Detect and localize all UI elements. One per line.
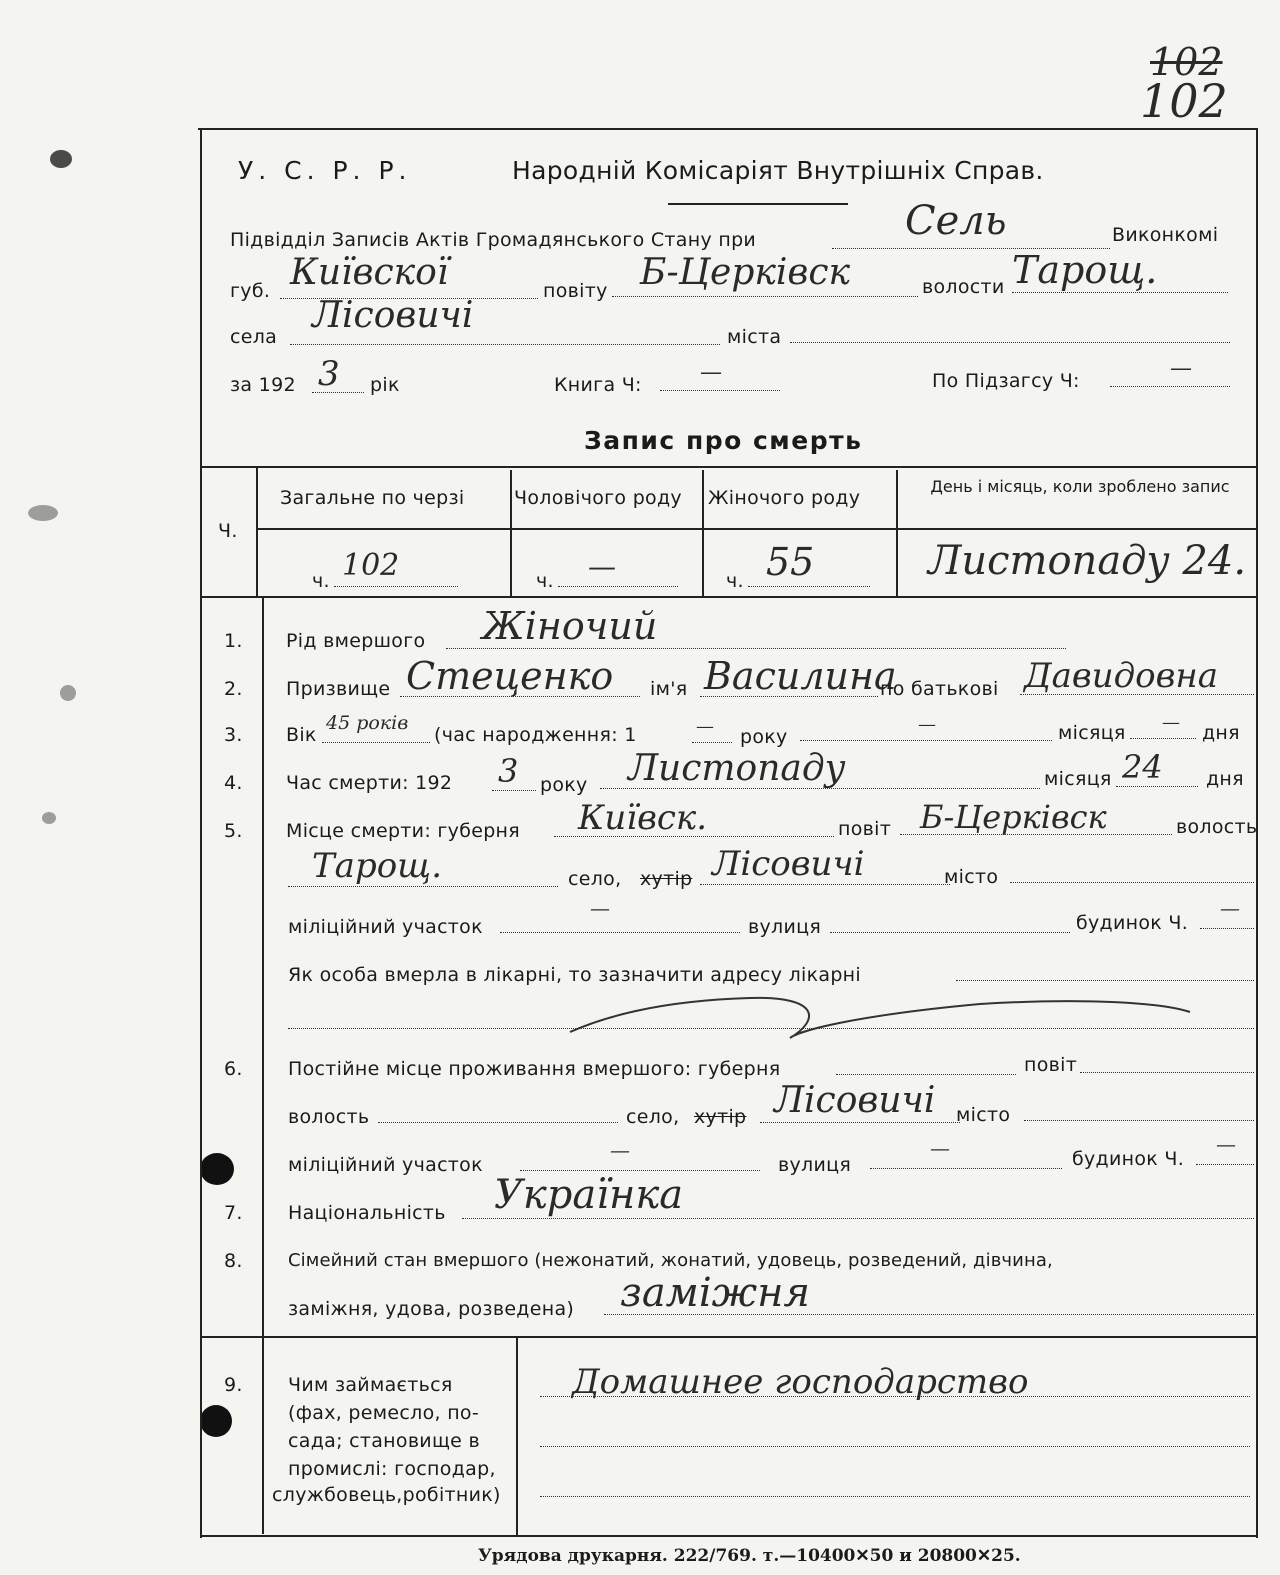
female-value: 55 (766, 540, 815, 584)
ink-speck (60, 685, 76, 701)
death-time-label: Час смерти: 192 (286, 772, 453, 794)
militia-label: міліційний участок (288, 916, 483, 938)
death-povit-label: повіт (838, 818, 892, 840)
povit-value: Б-Церківск (640, 252, 850, 293)
death-selo-value: Лісовичі (712, 844, 865, 884)
birth-year-value: — (696, 716, 714, 737)
col-date-header: День і місяць, коли зроблено запис (930, 477, 1230, 496)
name-label: ім'я (650, 678, 688, 700)
death-gub-value: Київск. (578, 798, 708, 838)
res-khutir-label: хутір (694, 1106, 747, 1128)
table-col-sep (256, 466, 258, 596)
res-house-value: — (1216, 1132, 1236, 1156)
birth-month-label: місяця (1058, 722, 1126, 744)
field-num-9: 9. (224, 1374, 243, 1396)
death-year-suffix: року (540, 774, 588, 796)
birth-day-value: — (1162, 712, 1180, 733)
occupation-label-4: промислі: господар, (288, 1458, 496, 1480)
gub-label: губ. (230, 280, 271, 302)
birth-month-value: — (918, 714, 936, 735)
death-misto-label: місто (944, 866, 999, 888)
ink-speck (28, 505, 58, 521)
nationality-label: Національність (288, 1202, 446, 1224)
table-row-label: Ч. (218, 520, 238, 542)
occupation-label-5: службовець,робітник) (272, 1484, 501, 1506)
militia-value: — (590, 896, 610, 920)
frame-left (200, 128, 202, 1538)
res-selo-label: село, (626, 1106, 680, 1128)
field-num-2: 2. (224, 678, 243, 700)
table-col-sep (702, 470, 704, 596)
republic-label: У. С. Р. Р. (238, 156, 412, 185)
subsection-label: По Підзагсу Ч: (932, 370, 1080, 392)
year-suffix: рік (370, 374, 400, 396)
corner-number: 102 (1140, 74, 1228, 128)
frame-top (198, 128, 1258, 130)
field-num-8: 8. (224, 1250, 243, 1272)
table-header-line (256, 528, 1256, 530)
book-value: — (700, 360, 722, 385)
corner-number-old: 102 (1150, 40, 1223, 84)
house-value: — (1220, 896, 1240, 920)
occupation-col-sep (516, 1336, 518, 1536)
patronymic-label: по батькові (880, 678, 999, 700)
mista-label: міста (727, 326, 782, 348)
subdept-label: Підвідділ Записів Актів Громадянського Стану при (230, 229, 757, 251)
death-day-label: дня (1206, 768, 1244, 790)
res-misto-label: місто (956, 1104, 1011, 1126)
death-place-label: Місце смерти: губерня (286, 820, 521, 842)
res-povit-label: повіт (1024, 1054, 1078, 1076)
residence-label: Постійне місце проживання вмершого: губерня (288, 1058, 781, 1080)
form-title: Запис про смерть (584, 426, 863, 455)
field-num-3: 3. (224, 724, 243, 746)
marital-label: Сімейний стан вмершого (нежонатий, жонатий, удовець, розведений, дівчина, (288, 1250, 1053, 1271)
field-num-6: 6. (224, 1058, 243, 1080)
street-label: вулиця (748, 916, 822, 938)
table-col-sep (510, 470, 512, 596)
field-num-7: 7. (224, 1202, 243, 1224)
general-value: 102 (342, 548, 400, 583)
field-num-1: 1. (224, 630, 243, 652)
res-militia-value: — (610, 1138, 630, 1162)
death-volost-value: Тарощ. (312, 846, 443, 886)
res-volost-label: волость (288, 1106, 370, 1128)
povit-label: повіту (543, 280, 608, 302)
death-khutir-label: хутір (640, 868, 693, 890)
field-num-5: 5. (224, 820, 243, 842)
subsection-value: — (1170, 356, 1192, 381)
date-value: Листопаду 24. (928, 538, 1247, 584)
binder-hole (200, 1405, 232, 1437)
volost-value: Тарощ. (1012, 248, 1158, 292)
year-value: 3 (318, 354, 340, 394)
death-povit-value: Б-Церківск (920, 798, 1107, 836)
table-top-line (200, 466, 1258, 468)
selo-label: села (230, 326, 278, 348)
surname-label: Призвище (286, 678, 391, 700)
marital-label-2: заміжня, удова, розведена) (288, 1298, 575, 1320)
binder-hole (200, 1153, 234, 1185)
col-female-header: Жіночого роду (708, 487, 861, 509)
male-prefix: ч. (536, 570, 554, 592)
gub-value: Київскої (290, 252, 449, 293)
printer-footer: Урядова друкарня. 222/769. т.—10400✕50 и 20800✕25. (478, 1546, 1021, 1566)
occupation-label-3: сада; становище в (288, 1430, 480, 1452)
binder-hole (50, 150, 72, 168)
occupation-label-1: Чим займається (288, 1374, 453, 1396)
age-label: Вік (286, 724, 317, 746)
sex-value: Жіночий (482, 604, 658, 648)
numbers-col-sep (262, 598, 264, 1534)
death-month-value: Листопаду (628, 748, 846, 789)
commissariat-label: Народній Комісаріят Внутрішніх Справ. (512, 156, 1044, 185)
occupation-value: Домашнее господарство (572, 1362, 1029, 1402)
table-bottom-line (200, 596, 1258, 598)
house-label: будинок Ч. (1076, 912, 1189, 934)
occupation-top-line (200, 1336, 1258, 1338)
book-label: Книга Ч: (554, 374, 642, 396)
ink-speck (42, 812, 56, 824)
field-num-4: 4. (224, 772, 243, 794)
hospital-label: Як особа вмерла в лікарні, то зазначити адресу лікарні (288, 964, 861, 986)
volost-label: волости (922, 276, 1005, 298)
header-divider (668, 203, 848, 205)
birth-year-suffix: року (740, 726, 788, 748)
res-street-label: вулиця (778, 1154, 852, 1176)
death-month-label: місяця (1044, 768, 1112, 790)
selo-value: Лісовичі (312, 295, 474, 336)
death-volost-label: волость (1176, 816, 1258, 838)
res-militia-label: міліційний участок (288, 1154, 483, 1176)
birth-day-label: дня (1202, 722, 1240, 744)
name-value: Василина (704, 654, 897, 698)
year-prefix: за 192 (230, 374, 296, 396)
res-house-label: будинок Ч. (1072, 1148, 1185, 1170)
sex-label: Рід вмершого (286, 630, 426, 652)
patronymic-value: Давидовна (1024, 656, 1219, 696)
col-general-header: Загальне по черзі (280, 487, 465, 509)
death-year-value: 3 (498, 752, 519, 790)
table-col-sep (896, 470, 898, 596)
col-male-header: Чоловічого роду (514, 487, 682, 509)
general-prefix: ч. (312, 570, 330, 592)
nationality-value: Українка (494, 1172, 684, 1218)
occupation-label-2: (фах, ремесло, по- (288, 1402, 479, 1424)
res-street-value: — (930, 1136, 950, 1160)
male-value: — (588, 550, 616, 583)
marital-value: заміжня (620, 1270, 810, 1316)
age-value: 45 років (326, 712, 409, 734)
female-prefix: ч. (726, 570, 744, 592)
birth-label: (час народження: 1 (434, 724, 637, 746)
surname-value: Стеценко (406, 654, 614, 698)
subdept-value: Сель (905, 198, 1007, 244)
death-day-value: 24 (1122, 748, 1163, 786)
frame-bottom (200, 1535, 1258, 1537)
dash-stroke (560, 990, 1200, 1050)
executive-label: Виконкомі (1112, 224, 1219, 246)
res-selo-value: Лісовичі (774, 1080, 936, 1121)
death-selo-label: село, (568, 868, 622, 890)
